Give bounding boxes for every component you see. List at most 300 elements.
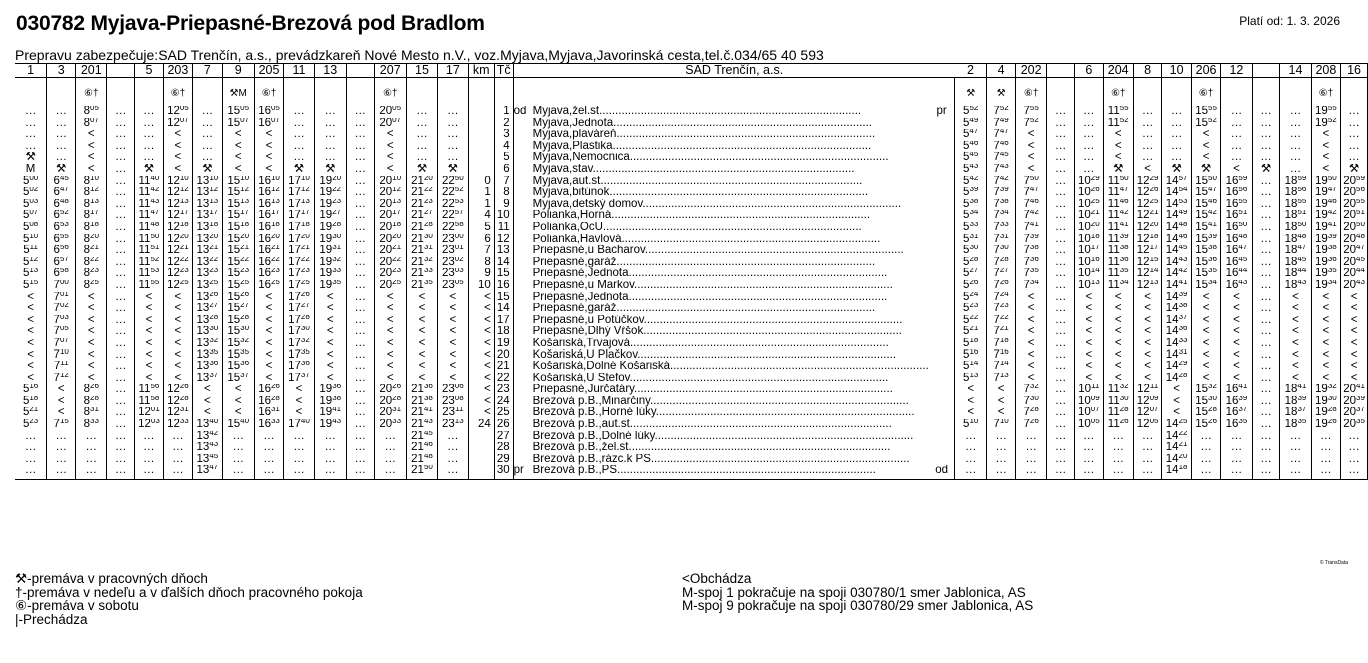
minutes: 08 [29,221,39,228]
time-cell: $10^{11}$ [1075,384,1104,396]
time-cell: < [955,384,987,396]
station-name: Myjava,Jednota................................................................................. [532,117,872,129]
time-cell: … [107,106,135,118]
time-cell: … [1341,442,1368,454]
time-cell: … [284,442,314,454]
legend-item: |-Prechádza [15,611,88,627]
minutes: 46 [969,140,979,147]
minutes: 55 [1119,106,1129,113]
time-cell: $16^{23}$ [254,268,283,280]
tc-cell: 22 [494,373,513,385]
time-cell: $10^{25}$ [1075,199,1104,211]
direction-cell [513,141,532,153]
time-cell: < [1280,373,1311,385]
time-cell: … [1075,454,1104,466]
column-header: 7 [193,64,222,78]
minutes: 38 [1029,245,1039,252]
km-cell: < [468,373,494,385]
time-cell: $5^{13}$ [955,373,987,385]
time-cell: … [107,234,135,246]
time-cell: < [15,303,47,315]
time-cell: $19^{27}$ [314,210,346,222]
time-cell: … [987,465,1016,477]
time-cell: $16^{17}$ [254,210,283,222]
direction-cell [929,361,955,373]
time-cell: $15^{30}$ [222,326,254,338]
time-cell: … [222,465,254,477]
time-cell: … [1221,141,1252,153]
time-cell: … [222,431,254,443]
minutes: 28 [1327,407,1337,414]
tc-cell: 20 [494,349,513,361]
minutes: 13 [90,198,99,205]
minutes: 34 [1208,279,1217,286]
legend-left [15,572,363,626]
time-cell: < [254,361,283,373]
minutes: 39 [1238,395,1248,402]
time-cell: … [1047,431,1075,443]
station-name: Priepasné,u Markov................................................................................. [532,279,893,291]
minutes: 52 [1327,117,1337,124]
minutes: 30 [1119,395,1129,402]
spacer [987,477,1016,480]
time-cell: … [346,141,374,153]
time-cell: < [163,373,192,385]
time-cell: $11^{47}$ [135,210,164,222]
time-cell: $12^{33}$ [163,419,192,431]
table-row [15,419,1368,431]
minutes: 47 [209,465,219,472]
time-cell: … [107,199,135,211]
direction-cell [929,454,955,466]
time-cell: $7^{42}$ [1016,210,1047,222]
time-cell: … [1252,373,1280,385]
restriction-cell: ⑥† [254,82,283,106]
time-cell: $12^{22}$ [163,257,192,269]
spacer [1191,477,1220,480]
minutes: 10 [270,175,280,182]
time-cell: … [346,454,374,466]
minutes: 07 [29,210,39,217]
minutes: 07 [1149,407,1159,414]
time-cell: $19^{38}$ [1311,245,1340,257]
minutes: 18 [300,221,310,228]
time-cell: < [1016,152,1047,164]
time-cell: < [76,164,107,176]
time-cell: < [135,349,164,361]
time-cell: $14^{41}$ [1162,280,1191,292]
minutes: 26 [1208,419,1217,426]
time-cell: $16^{31}$ [254,407,283,419]
time-cell: … [135,454,164,466]
time-cell: $14^{45}$ [1162,245,1191,257]
minutes: 36 [332,384,342,391]
time-cell: $13^{26}$ [193,292,222,304]
time-cell: … [346,187,374,199]
time-cell: < [1311,315,1340,327]
time-cell: < [222,384,254,396]
minutes: 50 [1208,175,1217,182]
time-cell: … [987,431,1016,443]
time-cell: ⚒ [1341,164,1368,176]
direction-cell [929,164,955,176]
time-cell: … [1252,442,1280,454]
column-header: 3 [47,64,76,78]
km-cell: 1 [468,199,494,211]
minutes: 38 [1178,303,1188,310]
time-cell: $20^{12}$ [374,187,406,199]
time-cell: < [314,361,346,373]
time-cell: $21^{27}$ [406,210,437,222]
minutes: 34 [1029,279,1039,286]
column-header: 11 [284,64,314,78]
time-cell: … [1047,442,1075,454]
minutes: 47 [1327,187,1337,194]
minutes: 33 [423,268,433,275]
minutes: 33 [1178,337,1188,344]
minutes: 31 [90,407,99,414]
time-cell: … [1162,118,1191,130]
time-cell: ⚒ [193,164,222,176]
time-cell: < [438,292,468,304]
time-cell: < [1221,326,1252,338]
time-cell: $10^{13}$ [1075,280,1104,292]
minutes: 41 [1208,221,1217,228]
time-cell: < [1016,349,1047,361]
minutes: 56 [1356,187,1365,194]
time-cell: < [254,129,283,141]
time-cell: … [193,118,222,130]
time-cell: … [47,454,76,466]
time-cell: $12^{26}$ [1133,187,1162,199]
time-cell: … [314,152,346,164]
restriction-cell [406,82,437,106]
minutes: 18 [179,221,189,228]
time-cell: … [438,465,468,477]
minutes: 39 [1208,233,1217,240]
direction-cell [513,373,532,385]
time-cell: $5^{21}$ [955,326,987,338]
minutes: 43 [1178,256,1188,263]
station-name: Polianka,OcÚ................................................................................. [532,221,862,233]
time-cell: … [1047,338,1075,350]
minutes: 36 [423,384,433,391]
time-cell: $18^{56}$ [1280,187,1311,199]
table-row [15,384,1368,396]
minutes: 39 [1178,291,1188,298]
minutes: 22 [423,187,433,194]
minutes: 17 [270,210,280,217]
time-cell: … [346,199,374,211]
time-cell: $15^{36}$ [222,361,254,373]
minutes: 28 [1119,407,1129,414]
time-cell: $5^{03}$ [15,199,47,211]
time-cell: $19^{41}$ [314,407,346,419]
minutes: 43 [332,419,342,426]
time-cell: < [47,384,76,396]
time-cell: … [1047,454,1075,466]
minutes: 21 [999,326,1009,333]
minutes: 42 [1119,210,1129,217]
time-cell: $7^{32}$ [1016,384,1047,396]
time-cell: $16^{41}$ [1221,384,1252,396]
time-cell: < [1133,373,1162,385]
time-cell: $11^{43}$ [135,199,164,211]
time-cell: … [1047,465,1075,477]
time-cell: $8^{12}$ [76,187,107,199]
spacer [254,477,283,480]
time-cell: < [1280,315,1311,327]
time-cell: $11^{58}$ [135,396,164,408]
minutes: 07 [392,117,402,124]
tc-cell: 15 [494,268,513,280]
station-name: Myjava,plaváreň................................................................................. [532,129,876,141]
time-cell: < [1280,361,1311,373]
time-cell: $20^{21}$ [374,245,406,257]
time-cell: $19^{28}$ [314,222,346,234]
time-cell: … [1280,129,1311,141]
minutes: 42 [999,175,1009,182]
time-cell: $5^{38}$ [955,199,987,211]
time-cell: < [222,164,254,176]
minutes: 28 [179,395,189,402]
station-name: Priepasné,Jednota................................................................................. [532,291,888,303]
minutes: 13 [179,198,189,205]
minutes: 20 [209,233,219,240]
minutes: 10 [209,175,219,182]
direction-cell [929,245,955,257]
time-cell: < [254,373,283,385]
minutes: 36 [1178,326,1188,333]
time-cell: $11^{51}$ [135,245,164,257]
time-cell: … [438,141,468,153]
time-cell: $20^{51}$ [1341,210,1368,222]
time-cell: < [222,396,254,408]
time-cell: … [346,234,374,246]
time-cell: < [374,292,406,304]
time-cell: … [1252,199,1280,211]
direction-cell [929,349,955,361]
column-header: 201 [76,64,107,78]
time-cell: $19^{38}$ [314,396,346,408]
time-cell: … [1133,118,1162,130]
minutes: 41 [332,407,342,414]
time-cell: $19^{43}$ [314,419,346,431]
minutes: 44 [1297,268,1307,275]
minutes: 14 [969,361,979,368]
minutes: 32 [1208,384,1217,391]
minutes: 52 [969,106,979,113]
time-cell: $5^{34}$ [955,210,987,222]
time-cell: $10^{14}$ [1075,268,1104,280]
time-cell: $7^{35}$ [1016,268,1047,280]
time-cell: $21^{32}$ [406,257,437,269]
time-cell: $13^{12}$ [193,187,222,199]
minutes: 47 [1208,187,1217,194]
minutes: 27 [423,210,433,217]
minutes: 39 [1029,233,1039,240]
time-cell: $7^{43}$ [987,164,1016,176]
minutes: 44 [1238,268,1248,275]
minutes: 11 [1091,384,1100,391]
minutes: 27 [969,268,979,275]
time-cell: $8^{23}$ [76,268,107,280]
time-cell: … [346,106,374,118]
minutes: 45 [969,152,979,159]
km-cell [468,82,494,106]
time-cell: $14^{46}$ [1162,234,1191,246]
time-cell: … [1047,292,1075,304]
minutes: 38 [1208,245,1217,252]
station-name: Brezová p.B.,žel.st.................................................................................. [532,442,891,454]
time-cell: $14^{21}$ [1162,442,1191,454]
time-cell: … [1075,465,1104,477]
tc-cell: 14 [494,303,513,315]
time-cell: … [1280,118,1311,130]
minutes: 31 [270,407,280,414]
time-cell: $11^{39}$ [1103,234,1133,246]
time-cell: $7^{52}$ [987,106,1016,118]
table-row [15,442,1368,454]
time-cell: $20^{28}$ [374,396,406,408]
minutes: 45 [423,430,433,437]
time-cell: $15^{26}$ [1191,419,1220,431]
time-cell: $8^{28}$ [76,396,107,408]
time-cell: … [1133,454,1162,466]
time-cell: $14^{33}$ [1162,338,1191,350]
time-cell: $13^{36}$ [193,361,222,373]
minutes: 02 [59,303,69,310]
time-cell: $15^{27}$ [222,303,254,315]
minutes: 39 [1119,233,1129,240]
time-cell: … [1016,431,1047,443]
time-cell: $16^{22}$ [254,257,283,269]
minutes: 28 [270,395,280,402]
table-row [15,257,1368,269]
time-cell: < [438,338,468,350]
tc-cell: 10 [494,210,513,222]
table-row [15,373,1368,385]
minutes: 13 [999,372,1009,379]
minutes: 43 [209,442,219,449]
minutes: 53 [454,198,464,205]
time-cell: … [1221,431,1252,443]
station-name: Myjava,žel.st.................................................................................. [532,106,862,118]
minutes: 45 [59,175,69,182]
time-cell: $7^{23}$ [987,303,1016,315]
minutes: 10 [240,175,250,182]
time-cell: $12^{17}$ [163,210,192,222]
time-cell: $23^{02}$ [438,257,468,269]
direction-cell [929,187,955,199]
time-cell: $14^{38}$ [1162,303,1191,315]
time-cell: ⚒ [1103,164,1133,176]
minutes: 59 [1297,175,1307,182]
time-cell: $13^{27}$ [193,303,222,315]
km-cell [468,442,494,454]
time-cell: < [374,164,406,176]
time-cell: $17^{12}$ [284,187,314,199]
tc-cell: 5 [494,152,513,164]
minutes: 51 [1356,210,1365,217]
time-cell: < [1280,338,1311,350]
time-cell: < [406,303,437,315]
time-cell: $14^{28}$ [1162,373,1191,385]
time-cell: … [1221,465,1252,477]
direction-cell [929,152,955,164]
direction-cell [513,338,532,350]
direction-cell [513,187,532,199]
time-cell: … [406,129,437,141]
time-cell: $19^{33}$ [314,268,346,280]
time-cell: … [107,176,135,188]
minutes: 38 [332,395,342,402]
minutes: 21 [300,245,310,252]
minutes: 34 [999,210,1009,217]
time-cell: < [135,326,164,338]
time-cell: $11^{52}$ [1103,118,1133,130]
time-cell: … [1252,361,1280,373]
time-cell: $12^{10}$ [163,176,192,188]
minutes: 03 [59,314,69,321]
time-cell: $20^{23}$ [374,268,406,280]
direction-cell [929,280,955,292]
minutes: 48 [150,221,160,228]
time-cell: $20^{20}$ [374,234,406,246]
minutes: 28 [1208,407,1217,414]
time-cell: $10^{16}$ [1075,257,1104,269]
time-cell: $8^{22}$ [76,257,107,269]
time-cell: $15^{12}$ [222,187,254,199]
time-cell: … [135,442,164,454]
time-cell: $14^{39}$ [1162,292,1191,304]
table-row [15,152,1368,164]
time-cell: … [135,465,164,477]
minutes: 13 [270,198,280,205]
time-cell: … [438,129,468,141]
time-cell: $17^{35}$ [284,349,314,361]
table-row [15,164,1368,176]
time-cell: $16^{35}$ [1221,419,1252,431]
time-cell: … [1191,431,1220,443]
time-cell: … [346,152,374,164]
time-cell: < [254,326,283,338]
column-header: 2 [955,64,987,78]
spacer [135,477,164,480]
time-cell: ⚒ [1162,164,1191,176]
time-cell: … [374,454,406,466]
time-cell: … [406,106,437,118]
time-cell: … [346,396,374,408]
column-header: 14 [1280,64,1311,78]
minutes: 07 [90,117,99,124]
time-cell: … [406,141,437,153]
column-header [346,64,374,78]
time-cell: … [284,454,314,466]
time-cell: < [374,315,406,327]
time-cell: … [163,431,192,443]
time-cell: $12^{03}$ [135,419,164,431]
time-cell: … [135,431,164,443]
time-cell: $11^{26}$ [1103,419,1133,431]
minutes: 07 [1090,407,1100,414]
minutes: 11 [1149,384,1159,391]
time-cell: … [1252,315,1280,327]
minutes: 16 [969,349,979,356]
minutes: 42 [1208,210,1217,217]
minutes: 53 [59,221,69,228]
minutes: 43 [1356,279,1365,286]
